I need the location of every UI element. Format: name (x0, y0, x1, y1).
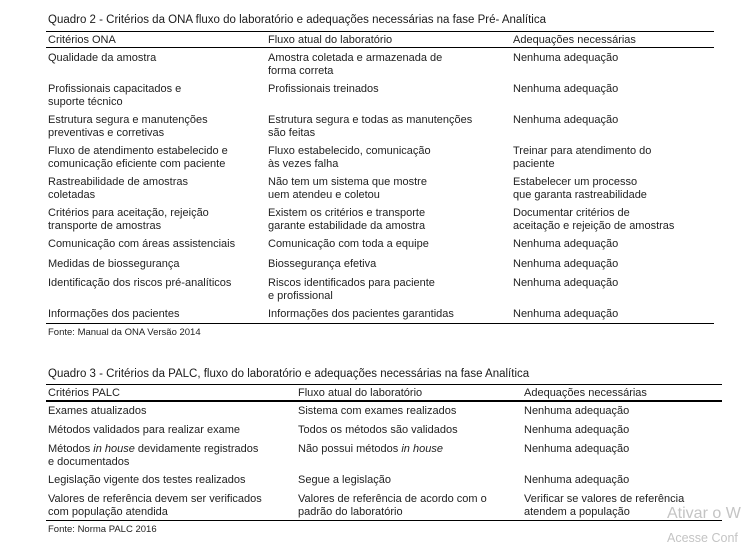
cell-line: às vezes falha (268, 157, 339, 170)
table2-cell (513, 145, 651, 170)
cell-line: Métodos validados para realizar exame (48, 424, 240, 436)
cell-line: Comunicação com áreas assistenciais (48, 238, 236, 250)
table3-cell (298, 405, 456, 418)
cell-line: Fluxo de atendimento estabelecido e (48, 145, 228, 157)
table3-cell (48, 405, 146, 418)
table2-cell (513, 52, 618, 65)
table3-cell (298, 424, 458, 437)
table2-cell (268, 308, 454, 321)
table2-cell (268, 83, 379, 96)
table3-header-adjustments: Adequações necessárias (524, 387, 647, 399)
cell-line: Fluxo estabelecido, comunicação (268, 145, 431, 157)
table2-caption: Quadro 2 - Critérios da ONA fluxo do laboratório e adequações necessárias na fase Pré- Analítica (48, 14, 546, 26)
table2-cell (513, 176, 647, 201)
table3-bottom-rule (46, 520, 722, 521)
cell-line: e documentados (48, 455, 130, 468)
table3-cell (298, 443, 443, 456)
table2-cell (48, 207, 209, 232)
cell-line: Informações dos pacientes (48, 308, 180, 320)
cell-line: Nenhuma adequação (524, 474, 630, 486)
cell-line: Treinar para atendimento do (513, 145, 652, 157)
table2-header-adjustments: Adequações necessárias (513, 34, 636, 46)
table2-cell (48, 83, 181, 108)
cell-line: Nenhuma adequação (513, 238, 619, 250)
table2-cell (48, 145, 228, 170)
cell-line: Nenhuma adequação (524, 424, 630, 436)
cell-line: atendem a população (524, 505, 630, 518)
table2-cell (48, 114, 208, 139)
cell-line: Informações dos pacientes garantidas (268, 308, 454, 320)
table2-cell (268, 258, 376, 271)
table2-cell (48, 52, 156, 65)
table2-cell (268, 145, 431, 170)
table2-cell (513, 114, 618, 127)
table2-cell (268, 52, 442, 77)
table3-cell (524, 493, 684, 518)
cell-line: são feitas (268, 126, 316, 139)
cell-line: Nenhuma adequação (513, 52, 619, 64)
cell-line: transporte de amostras (48, 219, 162, 232)
table3-cell (48, 424, 240, 437)
cell-line: padrão do laboratório (298, 505, 403, 518)
cell-line: uem atendeu e coletou (268, 188, 380, 201)
cell-line: Documentar critérios de (513, 207, 630, 219)
cell-line: garante estabilidade da amostra (268, 219, 426, 232)
cell-line: Verificar se valores de referência (524, 493, 685, 505)
cell-line: Profissionais capacitados e (48, 83, 182, 95)
table3-cell (524, 405, 629, 418)
cell-line: preventivas e corretivas (48, 126, 165, 139)
cell-line: Estrutura segura e todas as manutenções (268, 114, 473, 126)
cell-line: Segue a legislação (298, 474, 391, 486)
cell-line: Amostra coletada e armazenada de (268, 52, 443, 64)
cell-line: Métodos in house devidamente registrados (48, 443, 259, 455)
cell-line: Nenhuma adequação (513, 308, 619, 320)
table2-cell (513, 258, 618, 271)
cell-line: Profissionais treinados (268, 83, 379, 95)
table3-cell (524, 474, 629, 487)
cell-line: e profissional (268, 289, 333, 302)
table2-cell (268, 277, 435, 302)
table2-cell (48, 258, 179, 271)
table2-source: Fonte: Manual da ONA Versão 2014 (48, 327, 201, 338)
cell-line: Não possui métodos in house (298, 443, 443, 455)
cell-line: Nenhuma adequação (513, 114, 619, 126)
table3-cell (48, 474, 246, 487)
cell-line: comunicação eficiente com paciente (48, 157, 226, 170)
table3-caption: Quadro 3 - Critérios da PALC, fluxo do laboratório e adequações necessárias na fase Analítica (48, 368, 530, 380)
cell-line: Rastreabilidade de amostras (48, 176, 189, 188)
table2-cell (513, 308, 618, 321)
table2-cell (48, 238, 235, 251)
table3-source: Fonte: Norma PALC 2016 (48, 524, 157, 535)
cell-line: Biossegurança efetiva (268, 258, 377, 270)
table3-header-rule (46, 400, 722, 402)
activation-watermark-title: Ativar o W (667, 505, 741, 522)
table3-top-rule (46, 384, 722, 385)
cell-line: Identificação dos riscos pré-analíticos (48, 277, 232, 289)
cell-line: Qualidade da amostra (48, 52, 157, 64)
cell-line: Valores de referência de acordo com o (298, 493, 487, 505)
table2-cell (513, 277, 618, 290)
cell-line: Riscos identificados para paciente (268, 277, 435, 289)
table3-cell (298, 474, 391, 487)
table2-cell (268, 176, 427, 201)
table2-cell (513, 238, 618, 251)
cell-line: Legislação vigente dos testes realizados (48, 474, 246, 486)
cell-line: que garanta rastreabilidade (513, 188, 647, 201)
table2-cell (268, 114, 472, 139)
cell-line: Valores de referência devem ser verificados (48, 493, 262, 505)
cell-line: Nenhuma adequação (513, 258, 619, 270)
cell-line: Exames atualizados (48, 405, 147, 417)
table2-cell (48, 277, 231, 290)
table2-cell (513, 83, 618, 96)
cell-line: Nenhuma adequação (524, 405, 630, 417)
table2-cell (48, 176, 188, 201)
table3-cell (524, 424, 629, 437)
cell-line: forma correta (268, 64, 334, 77)
table2-cell (48, 308, 179, 321)
cell-line: Sistema com exames realizados (298, 405, 457, 417)
table3-header-flow: Fluxo atual do laboratório (298, 387, 423, 399)
cell-line: Critérios para aceitação, rejeição (48, 207, 209, 219)
table2-header-criteria: Critérios ONA (48, 34, 116, 46)
table3-header-criteria: Critérios PALC (48, 387, 120, 399)
cell-line: Estabelecer um processo (513, 176, 638, 188)
cell-line: Comunicação com toda a equipe (268, 238, 429, 250)
table3-cell (524, 443, 629, 456)
table2-cell (268, 238, 429, 251)
cell-line: com população atendida (48, 505, 168, 518)
cell-line: paciente (513, 157, 555, 170)
cell-line: Todos os métodos são validados (298, 424, 458, 436)
cell-line: aceitação e rejeição de amostras (513, 219, 675, 232)
cell-line: Nenhuma adequação (513, 83, 619, 95)
table3-cell (298, 493, 487, 518)
table3-cell (48, 443, 258, 468)
cell-line: Medidas de biossegurança (48, 258, 180, 270)
table3-cell (48, 493, 262, 518)
table2-header-rule (46, 47, 714, 48)
activation-watermark-subtitle: Acesse Conf (667, 531, 738, 545)
cell-line: Não tem um sistema que mostre (268, 176, 427, 188)
table2-cell (268, 207, 425, 232)
cell-line: coletadas (48, 188, 96, 201)
table2-top-rule (46, 31, 714, 32)
cell-line: Nenhuma adequação (524, 443, 630, 455)
table2-bottom-rule (46, 323, 714, 324)
cell-line: Existem os critérios e transporte (268, 207, 426, 219)
table2-header-flow: Fluxo atual do laboratório (268, 34, 393, 46)
cell-line: Estrutura segura e manutenções (48, 114, 208, 126)
cell-line: Nenhuma adequação (513, 277, 619, 289)
table2-cell (513, 207, 674, 232)
cell-line: suporte técnico (48, 95, 123, 108)
